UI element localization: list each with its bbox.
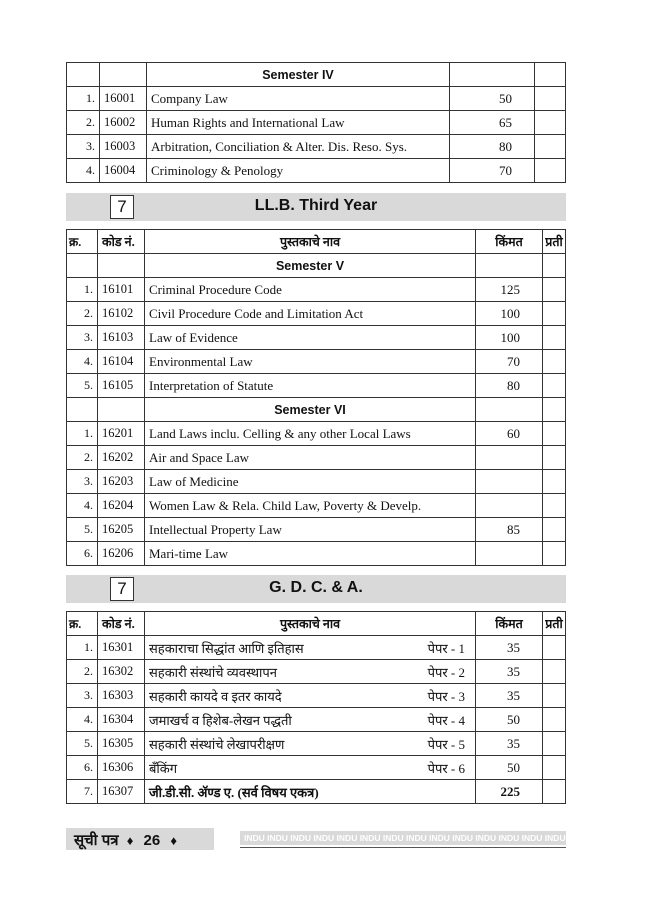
footer-page-label [66,828,226,850]
book-name-cell [145,660,476,684]
book-code: 16302 [98,660,145,684]
section-title: LL.B. Third Year [254,197,378,214]
header-code: कोड नं. [98,230,145,254]
header-copies: प्रती [543,230,566,254]
book-name: सहकारी कायदे व इतर कायदे [149,688,282,704]
header-name: पुस्तकाचे नाव [145,612,476,636]
book-code: 16104 [98,350,145,374]
row-number: 3. [67,135,100,159]
copies-cell [543,278,566,302]
section-band-third-year [66,193,566,221]
table-row [67,470,566,494]
book-code: 16206 [98,542,145,566]
copies-cell [535,159,566,183]
book-price: 80 [476,374,543,398]
copies-cell [543,302,566,326]
footer-divider [240,847,566,848]
row-number: 3. [67,684,98,708]
row-number: 2. [67,302,98,326]
book-price: 65 [450,111,535,135]
header-price: किंमत [476,612,543,636]
semester-title: Semester VI [145,398,476,422]
book-price: 50 [476,756,543,780]
row-number: 3. [67,326,98,350]
book-name-cell [145,446,476,470]
book-name: Criminology & Penology [151,162,284,178]
book-code: 16203 [98,470,145,494]
book-name: बँकिंग [149,760,178,776]
book-name: Intellectual Property Law [149,521,282,537]
book-price [476,542,543,566]
row-number: 1. [67,87,100,111]
row-number: 2. [67,446,98,470]
book-price [476,446,543,470]
copies-cell [543,374,566,398]
paper-label: पेपर - 2 [427,664,465,680]
table-row [67,684,566,708]
book-name-cell [145,756,476,780]
paper-label: पेपर - 4 [427,712,465,728]
book-code: 16004 [100,159,147,183]
book-price: 100 [476,302,543,326]
page-number: 26 [143,832,161,849]
book-code: 16002 [100,111,147,135]
book-code: 16105 [98,374,145,398]
row-number: 5. [67,732,98,756]
section-title: G. D. C. & A. [269,579,363,596]
row-number: 7. [67,780,98,804]
paper-label: पेपर - 6 [427,760,465,776]
book-price: 35 [476,684,543,708]
book-name-cell [147,87,450,111]
copies-cell [543,446,566,470]
book-name-cell [147,159,450,183]
book-code: 16101 [98,278,145,302]
book-name: सहकाराचा सिद्धांत आणि इतिहास [149,640,304,656]
book-name-cell [145,780,476,804]
book-name: Mari-time Law [149,545,229,561]
book-name: सहकारी संस्थांचे व्यवस्थापन [149,664,278,680]
book-name-cell [147,111,450,135]
table-row [67,135,566,159]
copies-cell [543,542,566,566]
paper-label: पेपर - 3 [427,688,465,704]
book-code: 16201 [98,422,145,446]
table-row [67,518,566,542]
book-price: 35 [476,732,543,756]
book-code: 16003 [100,135,147,159]
book-price: 70 [450,159,535,183]
header-code: कोड नं. [98,612,145,636]
book-code: 16001 [100,87,147,111]
book-price: 35 [476,660,543,684]
header-copies: प्रती [543,612,566,636]
row-number: 2. [67,111,100,135]
table-row [67,159,566,183]
table-row [67,278,566,302]
table-row [67,542,566,566]
book-price: 80 [450,135,535,159]
row-number: 1. [67,278,98,302]
table-row [67,636,566,660]
table-row [67,780,566,804]
semester-row [67,63,566,87]
book-code: 16306 [98,756,145,780]
row-number: 2. [67,660,98,684]
section-number: 7 [110,577,134,601]
row-number: 1. [67,636,98,660]
book-price: 60 [476,422,543,446]
copies-cell [543,708,566,732]
table-header [67,612,566,636]
book-name: Law of Medicine [149,473,239,489]
book-name: Law of Evidence [149,329,238,345]
third-year-table [66,229,566,566]
book-name-cell [145,518,476,542]
table-row [67,422,566,446]
table-row [67,660,566,684]
copies-cell [535,87,566,111]
copies-cell [543,422,566,446]
book-price: 70 [476,350,543,374]
book-name: Human Rights and International Law [151,114,345,130]
book-price [476,494,543,518]
paper-label: पेपर - 5 [427,736,465,752]
table-row [67,302,566,326]
book-code: 16304 [98,708,145,732]
diamond-icon: ♦ [170,833,178,848]
table-row [67,494,566,518]
row-number: 4. [67,494,98,518]
copies-cell [543,636,566,660]
copies-cell [543,518,566,542]
table-header [67,230,566,254]
header-sr: क्र. [67,612,98,636]
book-name-cell [145,326,476,350]
copies-cell [543,350,566,374]
book-name-cell [145,708,476,732]
book-name: Arbitration, Conciliation & Alter. Dis. Reso. Sys. [151,138,408,154]
section-band-gdca [66,575,566,603]
book-price: 225 [476,780,543,804]
book-name: Women Law & Rela. Child Law, Poverty & Develp. [149,497,422,513]
semester-row [67,254,566,278]
copies-cell [543,732,566,756]
semester-title: Semester V [145,254,476,278]
book-code: 16204 [98,494,145,518]
table-row [67,446,566,470]
copies-cell [535,111,566,135]
book-price: 100 [476,326,543,350]
book-name: Criminal Procedure Code [149,281,282,297]
book-price: 50 [450,87,535,111]
table-row [67,350,566,374]
book-code: 16202 [98,446,145,470]
book-name: सहकारी संस्थांचे लेखापरीक्षण [149,736,285,752]
copies-cell [543,684,566,708]
table-row [67,374,566,398]
copies-cell [543,780,566,804]
footer-strip: INDU INDU INDU INDU INDU INDU INDU INDU INDU INDU INDU INDU INDU INDU INDU INDU INDU INDU [240,831,566,845]
book-name-cell [145,494,476,518]
book-name-cell [145,350,476,374]
book-price: 35 [476,636,543,660]
book-name: Land Laws inclu. Celling & any other Local Laws [149,425,411,441]
book-name-cell [145,684,476,708]
book-name: Environmental Law [149,353,253,369]
book-code: 16301 [98,636,145,660]
header-name: पुस्तकाचे नाव [145,230,476,254]
gdca-table [66,611,566,804]
header-sr: क्र. [67,230,98,254]
row-number: 5. [67,518,98,542]
book-code: 16205 [98,518,145,542]
table-row [67,87,566,111]
book-code: 16305 [98,732,145,756]
book-name-cell [145,732,476,756]
book-name-cell [145,470,476,494]
row-number: 6. [67,542,98,566]
book-name-cell [145,374,476,398]
book-name: Civil Procedure Code and Limitation Act [149,305,364,321]
book-price: 85 [476,518,543,542]
table-row [67,756,566,780]
book-code: 16307 [98,780,145,804]
book-name: जी.डी.सी. ॲण्ड ए. (सर्व विषय एकत्र) [149,784,319,800]
table-row [67,326,566,350]
book-name-cell [145,278,476,302]
book-price: 50 [476,708,543,732]
book-name: Interpretation of Statute [149,377,274,393]
book-name: Company Law [151,90,228,106]
paper-label: पेपर - 1 [427,640,465,656]
table-row [67,732,566,756]
copies-cell [535,135,566,159]
section-number: 7 [110,195,134,219]
header-price: किंमत [476,230,543,254]
semester-row [67,398,566,422]
row-number: 6. [67,756,98,780]
book-name-cell [145,542,476,566]
row-number: 4. [67,159,100,183]
diamond-icon: ♦ [126,833,134,848]
book-name: Air and Space Law [149,449,249,465]
row-number: 5. [67,374,98,398]
book-name-cell [145,422,476,446]
book-price [476,470,543,494]
book-name: जमाखर्च व हिशेब-लेखन पद्धती [149,712,292,728]
row-number: 4. [67,350,98,374]
row-number: 4. [67,708,98,732]
semester-title: Semester IV [147,63,450,87]
table-row [67,111,566,135]
copies-cell [543,326,566,350]
book-name-cell [147,135,450,159]
copies-cell [543,494,566,518]
catalog-label: सूची पत्र [74,832,119,849]
row-number: 3. [67,470,98,494]
row-number: 1. [67,422,98,446]
book-code: 16303 [98,684,145,708]
semester-iv-table [66,62,566,183]
book-name-cell [145,302,476,326]
copies-cell [543,756,566,780]
copies-cell [543,470,566,494]
table-row [67,708,566,732]
book-price: 125 [476,278,543,302]
book-code: 16103 [98,326,145,350]
book-name-cell [145,636,476,660]
book-code: 16102 [98,302,145,326]
copies-cell [543,660,566,684]
